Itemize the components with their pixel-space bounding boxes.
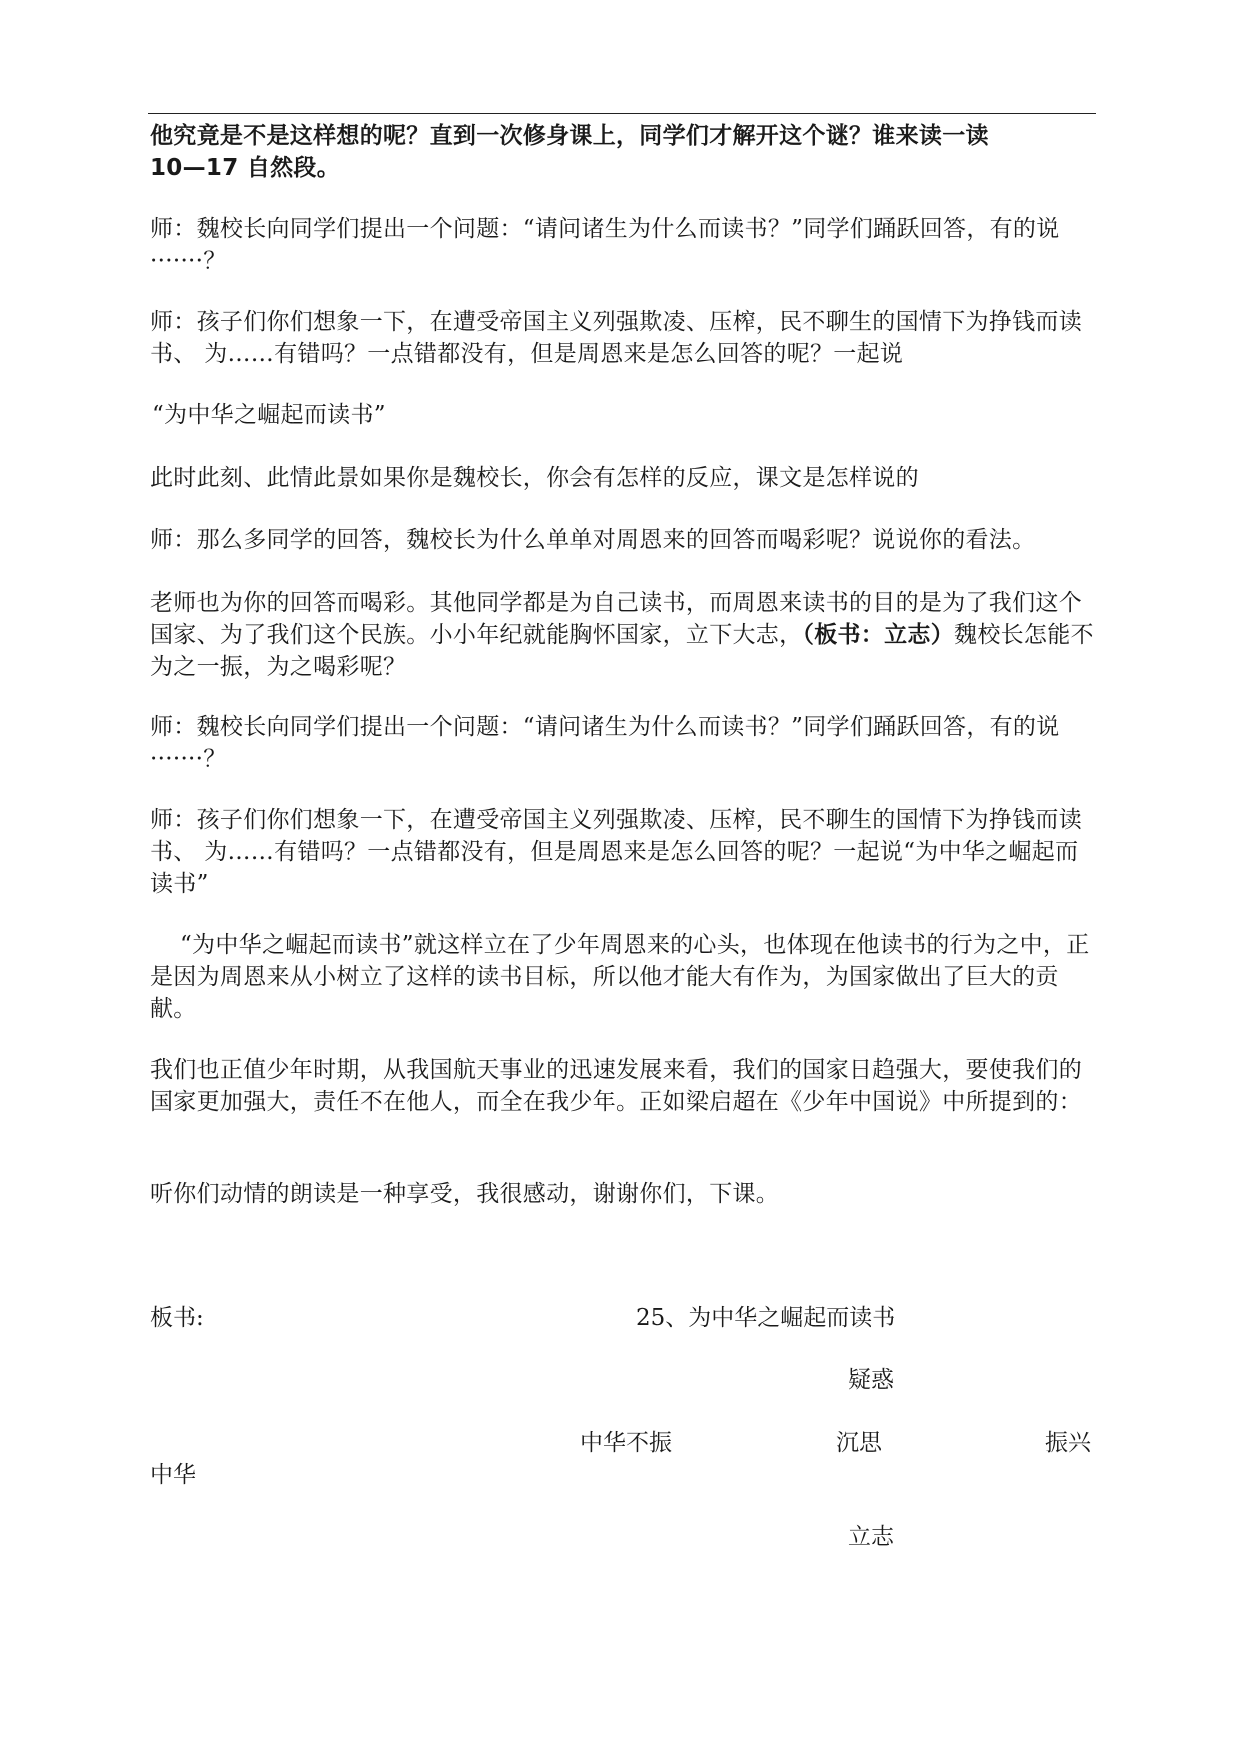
blackboard-label: 板书: (150, 1305, 204, 1331)
blackboard-title: 25、为中华之崛起而读书 (636, 1305, 896, 1331)
intro-line-2: 10—17 自然段。 (150, 155, 341, 181)
blackboard-ambition: 立志 (848, 1524, 894, 1550)
paragraph-imagine-repeat: 师：孩子们你们想象一下，在遭受帝国主义列强欺凌、压榨，民不聊生的国情下为挣钱而读书、 为……有错吗？一点错都没有，但是周恩来是怎么回答的呢？一起说“为中华之崛起而读书” (150, 807, 1082, 897)
paragraph-goal: “为中华之崛起而读书”就这样立在了少年周恩来的心头，也体现在他读书的行为之中，正是因为周恩来从小树立了这样的读书目标，所以他才能大有作为，为国家做出了巨大的贡献。 (150, 932, 1090, 1022)
paragraph-teacher-question: 师：魏校长向同学们提出一个问题：“请问诸生为什么而读书？”同学们踊跃回答，有的说·······？ (150, 216, 1060, 274)
paragraph-intro-question (150, 120, 1096, 184)
paragraph-reaction: 此时此刻、此情此景如果你是魏校长，你会有怎样的反应，课文是怎样说的 (150, 465, 919, 491)
blackboard-ponder: 沉思 (836, 1430, 882, 1456)
intro-line-1: 他究竟是不是这样想的呢？直到一次修身课上，同学们才解开这个谜？谁来读一读 (150, 123, 989, 149)
paragraph-quote: “为中华之崛起而读书” (152, 402, 386, 428)
paragraph-teacher-cheer (150, 587, 1096, 683)
blackboard-revive: 振兴 (1045, 1430, 1091, 1456)
blackboard-not-rise: 中华不振 (580, 1430, 672, 1456)
paragraph-teacher-question-repeat: 师：魏校长向同学们提出一个问题：“请问诸生为什么而读书？”同学们踊跃回答，有的说·······？ (150, 714, 1060, 772)
cheer-text-before: 老师也为你的回答而喝彩。其他同学都是为自己读书，而周恩来读书的目的是为了我们这个国家、为了我们这个民族。小小年纪就能胸怀国家，立下大志， (150, 590, 1082, 648)
blackboard-doubt: 疑惑 (848, 1367, 894, 1393)
paragraph-youth: 我们也正值少年时期，从我国航天事业的迅速发展来看，我们的国家日趋强大，要使我们的国家更加强大，责任不在他人，而全在我少年。正如梁启超在《少年中国说》中所提到的： (150, 1057, 1082, 1115)
cheer-text-after: 魏校长怎能不为之一振，为之喝彩呢？ (150, 622, 1094, 680)
blackboard-china: 中华 (150, 1462, 196, 1488)
paragraph-imagine: 师：孩子们你们想象一下，在遭受帝国主义列强欺凌、压榨，民不聊生的国情下为挣钱而读书、 为……有错吗？一点错都没有，但是周恩来是怎么回答的呢？一起说 (150, 309, 1082, 367)
paragraph-closing: 听你们动情的朗读是一种享受，我很感动，谢谢你们，下课。 (150, 1181, 780, 1207)
blackboard-note-bold: （板书：立志） (802, 622, 955, 648)
header-rule (148, 113, 1096, 114)
paragraph-why-cheer: 师：那么多同学的回答，魏校长为什么单单对周恩来的回答而喝彩呢？说说你的看法。 (150, 527, 1036, 553)
